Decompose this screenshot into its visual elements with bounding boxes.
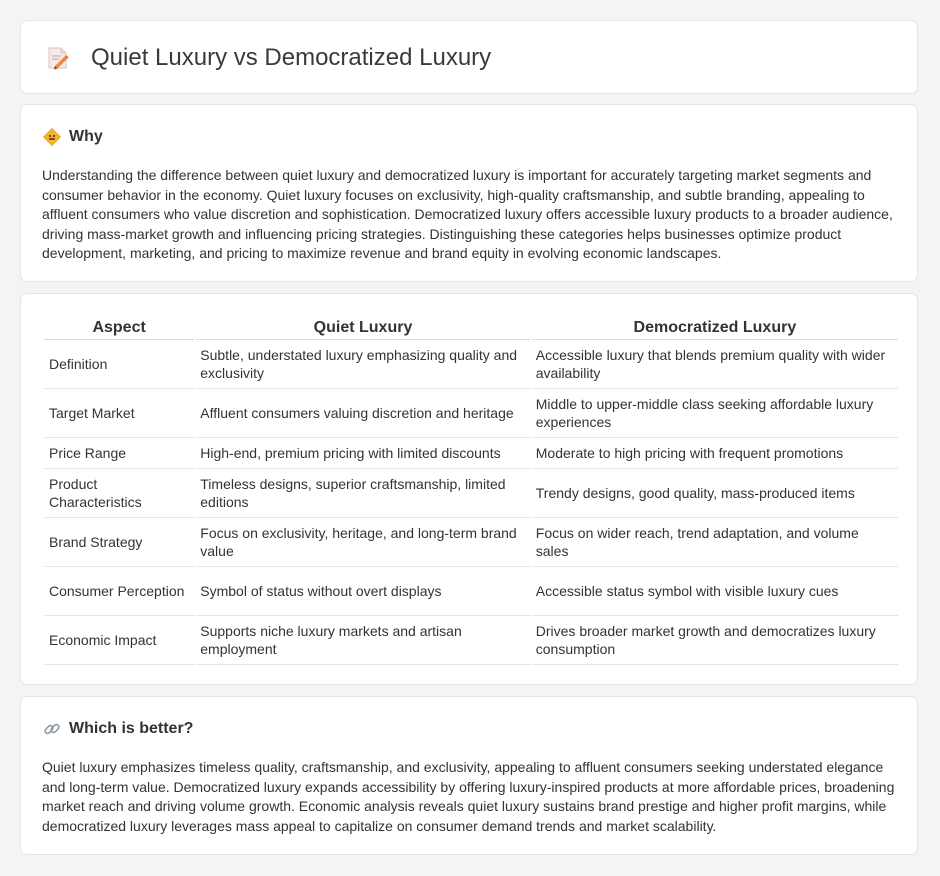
row-democratized: Accessible status symbol with visible luxury cues	[531, 567, 898, 616]
page-title: Quiet Luxury vs Democratized Luxury	[91, 44, 492, 71]
document-pencil-icon	[47, 46, 69, 70]
table-header-row	[44, 316, 898, 340]
table-row	[44, 518, 898, 567]
better-heading: Which is better?	[69, 720, 194, 737]
why-heading: Why	[69, 128, 103, 145]
title-row	[47, 44, 491, 72]
row-quiet: Supports niche luxury markets and artisan employment	[195, 616, 531, 665]
table-row	[44, 567, 898, 616]
row-aspect: Product Characteristics	[44, 469, 195, 518]
row-aspect: Economic Impact	[44, 616, 195, 665]
better-heading-row	[43, 719, 193, 739]
header-democratized-luxury: Democratized Luxury	[531, 316, 898, 340]
row-aspect: Definition	[44, 340, 195, 389]
row-democratized: Focus on wider reach, trend adaptation, and volume sales	[531, 518, 898, 567]
why-card	[20, 104, 918, 282]
comparison-table	[44, 316, 898, 665]
diamond-sign-icon	[43, 128, 61, 146]
row-aspect: Brand Strategy	[44, 518, 195, 567]
table-row	[44, 389, 898, 438]
better-text: Quiet luxury emphasizes timeless quality, craftsmanship, and exclusivity, appealing to affluent consumers seeking understated elegance and long-term value. Democratized luxury expands accessibility by offering luxury-inspired products at more affordable prices, broadening market reach and driving volume growth. Economic analysis reveals quiet luxury sustains brand prestige and higher profit margins, while democratized luxury leverages mass appeal to capitalize on consumer demand trends and market scalability.	[42, 759, 895, 834]
link-icon	[43, 720, 61, 738]
table-row	[44, 469, 898, 518]
table-row	[44, 438, 898, 469]
which-is-better-card	[20, 696, 918, 855]
row-democratized: Trendy designs, good quality, mass-produced items	[531, 469, 898, 518]
row-quiet: Focus on exclusivity, heritage, and long-term brand value	[195, 518, 531, 567]
row-democratized: Moderate to high pricing with frequent promotions	[531, 438, 898, 469]
row-democratized: Middle to upper-middle class seeking affordable luxury experiences	[531, 389, 898, 438]
why-heading-row	[43, 127, 103, 147]
table-row	[44, 616, 898, 665]
row-aspect: Price Range	[44, 438, 195, 469]
row-quiet: Timeless designs, superior craftsmanship, limited editions	[195, 469, 531, 518]
table-row	[44, 340, 898, 389]
row-quiet: Affluent consumers valuing discretion and heritage	[195, 389, 531, 438]
row-aspect: Consumer Perception	[44, 567, 195, 616]
comparison-card	[20, 293, 918, 685]
header-aspect: Aspect	[44, 316, 195, 340]
row-quiet: Symbol of status without overt displays	[195, 567, 531, 616]
row-aspect: Target Market	[44, 389, 195, 438]
title-card	[20, 20, 918, 94]
row-quiet: Subtle, understated luxury emphasizing quality and exclusivity	[195, 340, 531, 389]
row-democratized: Drives broader market growth and democratizes luxury consumption	[531, 616, 898, 665]
why-text: Understanding the difference between quiet luxury and democratized luxury is important for accurately targeting market segments and consumer behavior in the economy. Quiet luxury focuses on exclusivity, high-quality craftsmanship, and subtle branding, appealing to affluent consumers who value discretion and sophistication. Democratized luxury offers accessible luxury products to a broader audience, driving mass-market growth and influencing pricing strategies. Distinguishing these categories helps businesses optimize product development, marketing, and pricing to maximize revenue and brand equity in evolving economic landscapes.	[42, 167, 893, 262]
header-quiet-luxury: Quiet Luxury	[195, 316, 531, 340]
row-democratized: Accessible luxury that blends premium quality with wider availability	[531, 340, 898, 389]
row-quiet: High-end, premium pricing with limited discounts	[195, 438, 531, 469]
